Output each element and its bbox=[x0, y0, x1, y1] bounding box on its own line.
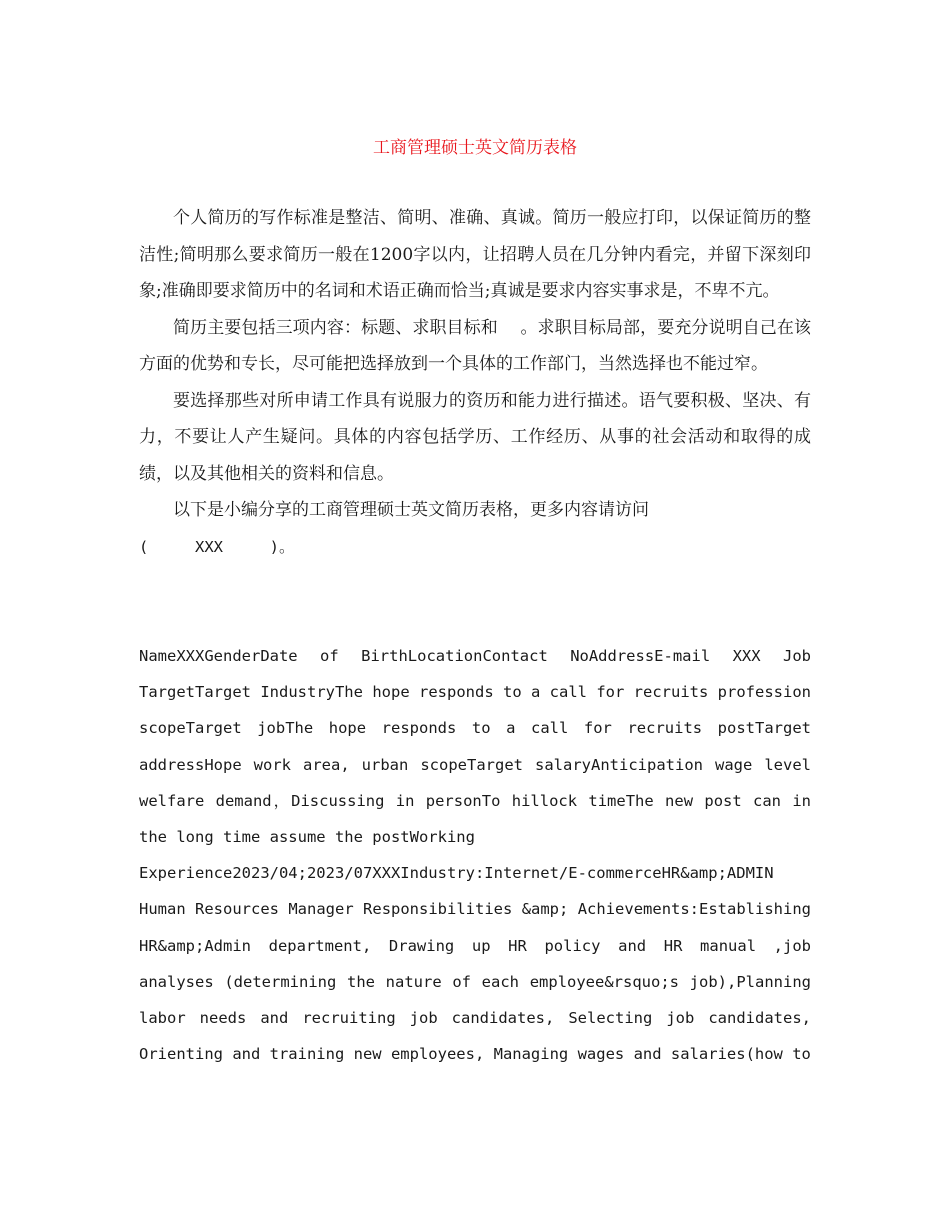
document-body bbox=[139, 200, 811, 565]
resume-text-part-2: Experience2023/04;2023/07XXXIndustry:Internet/E-commerceHR&amp;ADMIN Human Resources Manager Responsibilities &amp; Achievements:Establishing HR&amp;Admin department, Drawing up HR policy and HR manual ,job analyses (determining the nature of each employee&rsquo;s job),Planning labor needs and recruiting job candidates, Selecting job candidates, Orienting and training new employees, Managing wages and salaries(how to bbox=[139, 864, 811, 1064]
document-title: 工商管理硕士英文简历表格 bbox=[373, 138, 577, 158]
link-placeholder: ( XXX )。 bbox=[139, 537, 295, 556]
resume-text-part-1: NameXXXGenderDate of BirthLocationContact NoAddressE-mail XXX Job TargetTarget IndustryThe hope responds to a call for recruits profession scopeTarget jobThe hope responds to a call for recruits postTarget addressHope work area, urban scopeTarget salaryAnticipation wage level welfare demand，Discussing in personTo hillock timeThe new post can in the long time assume the postWorking bbox=[139, 647, 811, 847]
resume-table-text bbox=[139, 638, 811, 1072]
paragraph-writing-standards: 个人简历的写作标准是整洁、简明、准确、真诚。简历一般应打印，以保证简历的整洁性;简明那么要求简历一般在1200字以内，让招聘人员在几分钟内看完，并留下深刻印象;准确即要求简历中的名词和术语正确而恰当;真诚是要求内容实事求是，不卑不亢。 bbox=[139, 208, 811, 301]
paragraph-description-advice: 要选择那些对所申请工作具有说服力的资历和能力进行描述。语气要积极、坚决、有力，不要让人产生疑问。具体的内容包括学历、工作经历、从事的社会活动和取得的成绩，以及其他相关的资料和信息。 bbox=[139, 390, 811, 484]
paragraph-share-intro: 以下是小编分享的工商管理硕士英文简历表格，更多内容请访问 bbox=[173, 500, 649, 520]
link-placeholder-line bbox=[139, 529, 811, 566]
paragraph-resume-contents: 简历主要包括三项内容：标题、求职目标和 。求职目标局部，要充分说明自己在该方面的优势和专长，尽可能把选择放到一个具体的工作部门，当然选择也不能过窄。 bbox=[139, 317, 811, 374]
